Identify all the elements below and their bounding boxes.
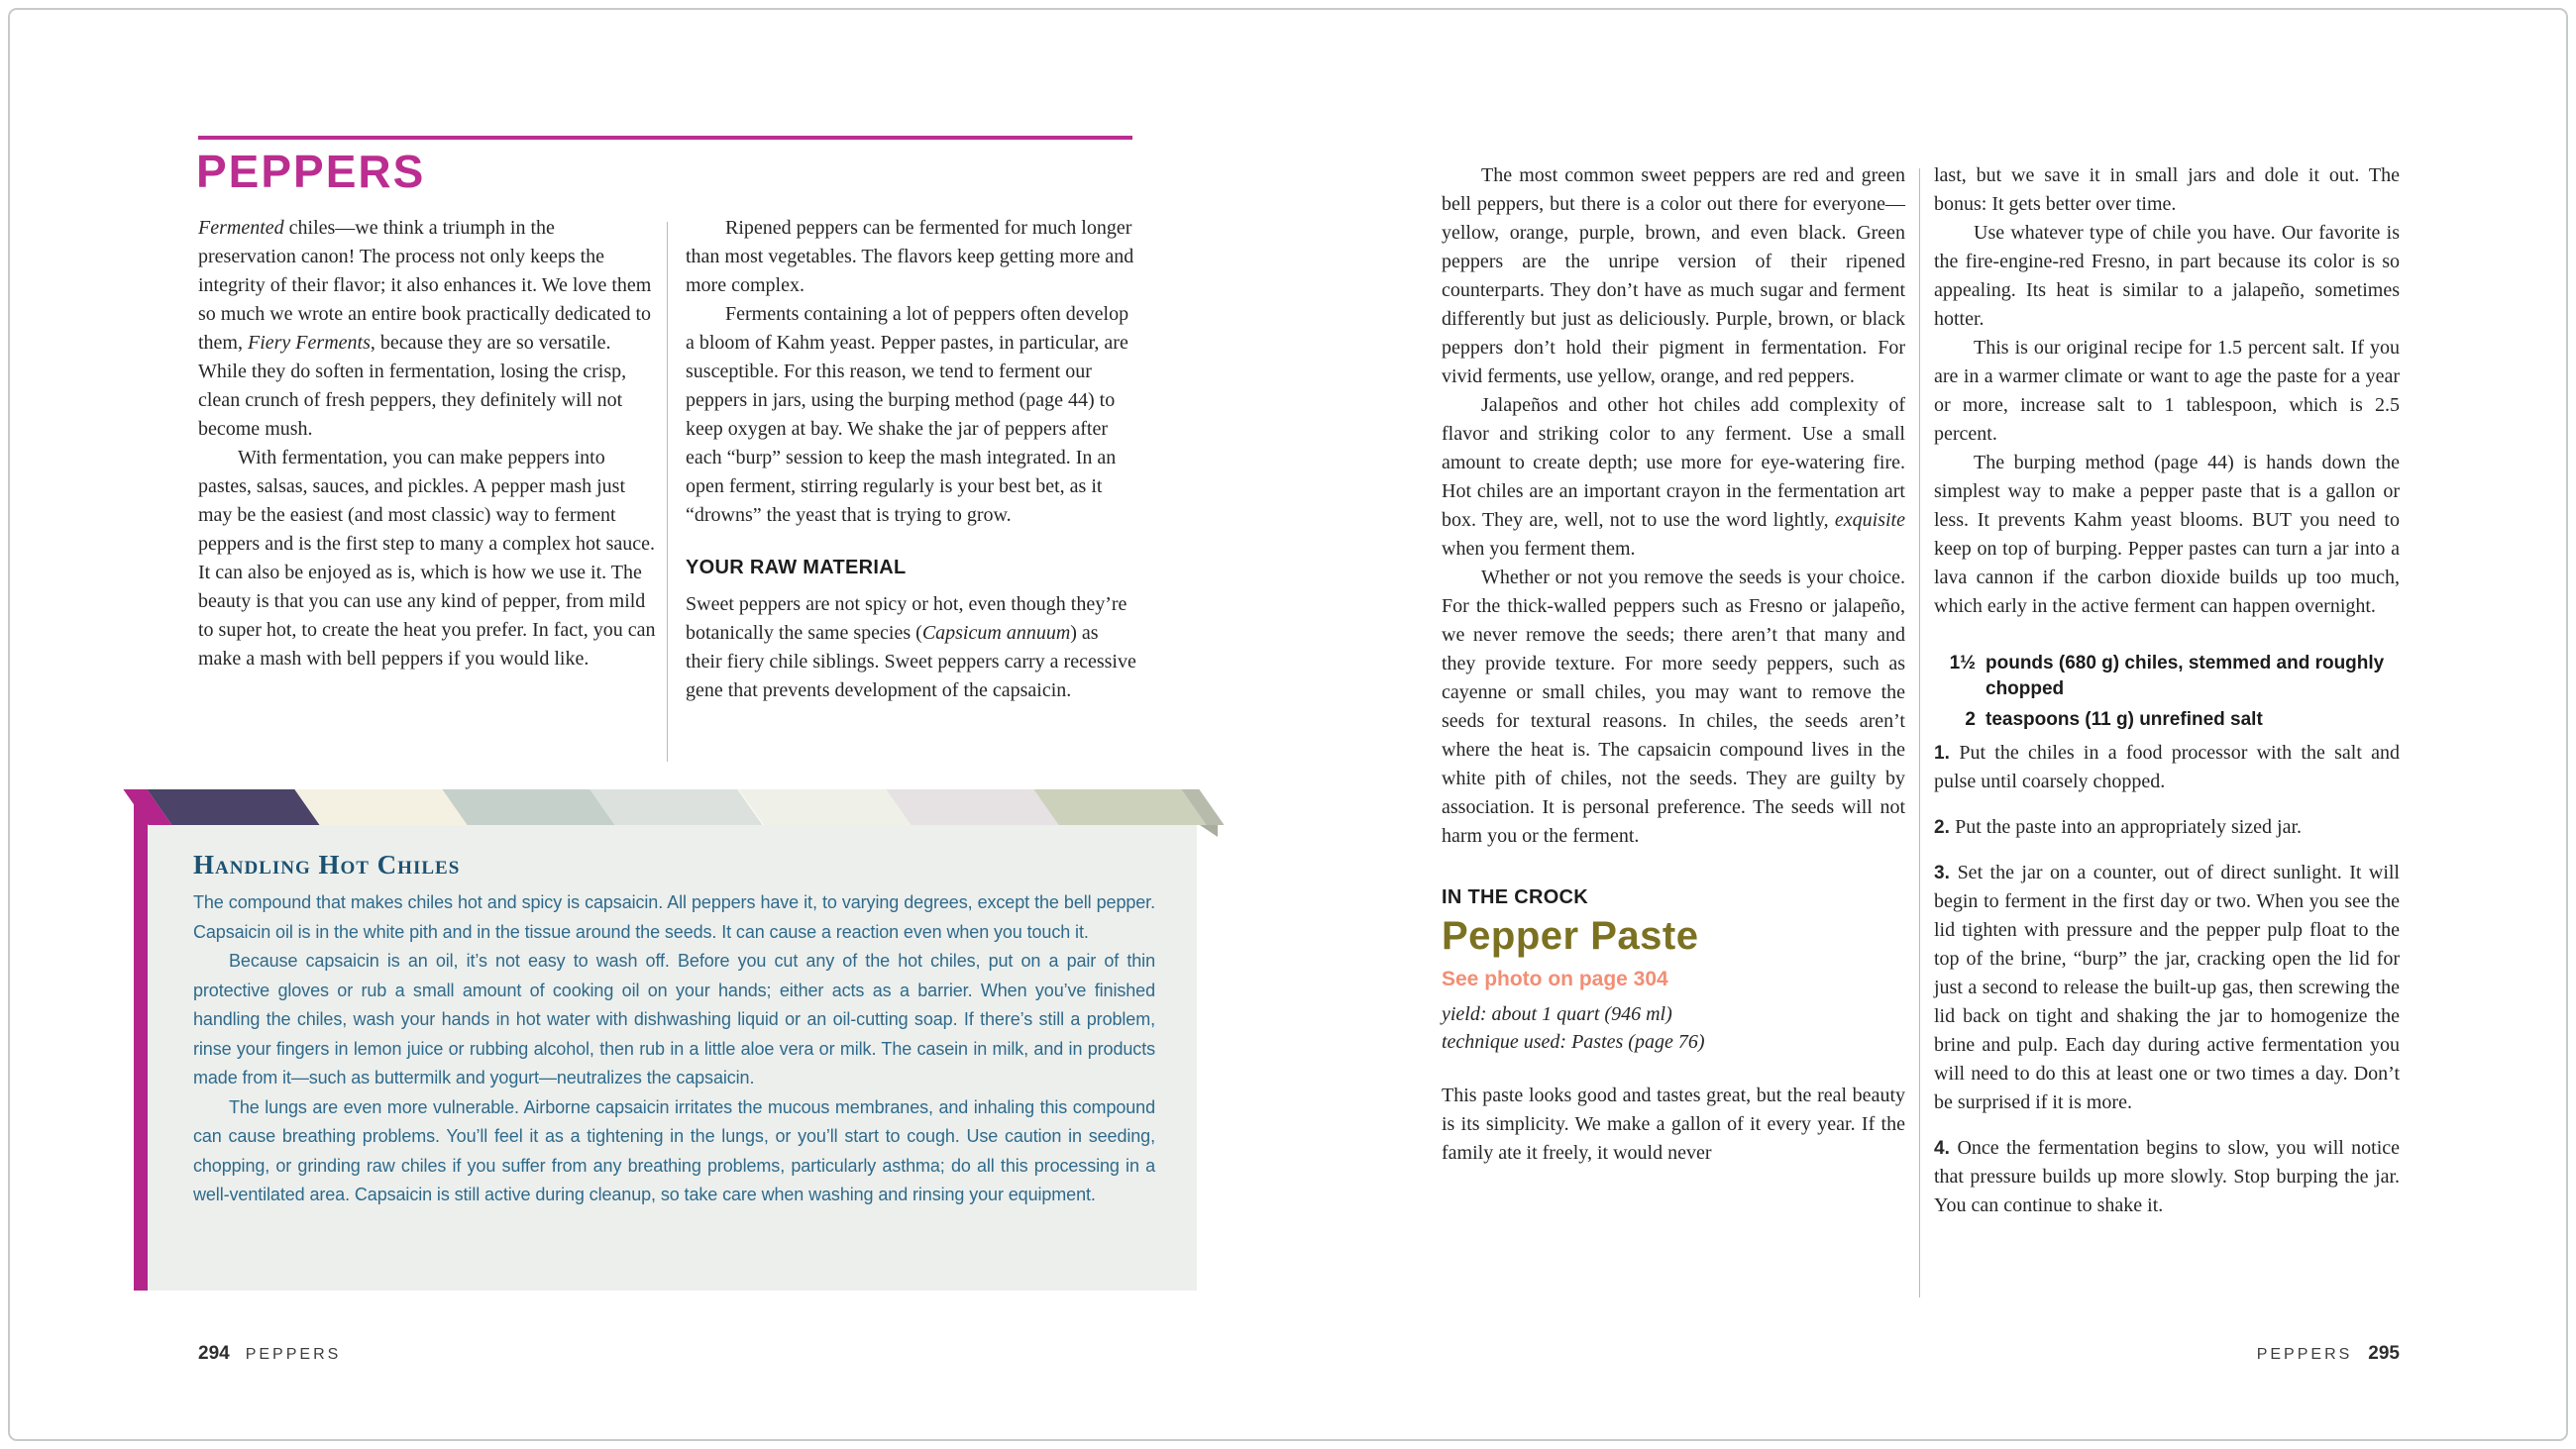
paragraph: Sweet peppers are not spicy or hot, even though they’re botanically the same species (Capsicum annuum) as their fiery chile siblings. Sweet peppers carry a recessive gene that prevents development of the capsaicin. [686,593,1136,701]
chevron-band-segment [590,789,763,825]
right-col1-paragraphs [1442,161,1905,851]
recipe-step: 4. Once the fermentation begins to slow, you will notice that pressure builds up more slowly. Stop burping the jar. You can continue to shake it. [1934,1137,2401,1216]
ingredient-text: teaspoons (11 g) unrefined salt [1986,709,2263,730]
footer-left [198,1343,341,1365]
paragraph: The lungs are even more vulnerable. Airborne capsaicin irritates the mucous membranes, and inhaling this compound can cause breathing problems. You’ll feel it as a tightening in the lungs, or you’ll start to cough. Use caution in seeding, chopping, or grinding raw chiles if you suffer from any breathing problems, particularly asthma; do all this processing in a well-ventilated area. Capsaicin is still active during cleanup, so take care when washing and rinsing your equipment. [193,1096,1155,1205]
paragraph: The burping method (page 44) is hands down the simplest way to make a pepper paste that is a gallon or less. It prevents Kahm yeast blooms. BUT you need to keep on top of burping. Pepper pastes can turn a jar into a lava cannon if the carbon dioxide builds up too much, which early in the active ferment can happen overnight. [1934,452,2400,617]
ingredient-list [1934,651,2400,733]
paragraph: Because capsaicin is an oil, it’s not easy to wash off. Before you cut any of the hot chiles, put on a pair of thin protective gloves or rub a small amount of cooking oil on your hands; either acts as a barrier. When you’ve finished handling the chiles, wash your hands in hot water with dishwashing liquid or an oil-cutting soap. If there’s still a problem, rinse your fingers in lemon juice or rubbing alcohol, then rub in a little aloe vera or milk. The casein in milk, and in products made from it—such as buttermilk and yogurt—neutralizes the capsaicin. [193,951,1155,1088]
recipe-step: 3. Set the jar on a counter, out of direct sunlight. It will begin to ferment in the first day or two. When you see the lid tighten with pressure and the pepper pulp float to the top of the brine, “burp” the jar, cracking open the lid for just a second to release the built-up gas, then screwing the lid back on tight and shaking the jar to homogenize the brine and pulp. Each day during active fermentation you will need to do this at least one or two times a day. Don’t be surprised if it is more. [1934,862,2400,1113]
photo-cross-reference: See photo on page 304 [1442,968,1668,990]
chevron-band-segment [443,789,615,825]
ingredient-quantity: 1½ [1949,653,1976,673]
in-the-crock-kicker: IN THE CROCK [1442,886,1589,908]
recipe-title: Pepper Paste [1442,914,1699,958]
recipe-steps [1934,739,2400,1220]
technique-line: technique used: Pastes (page 76) [1442,1031,1705,1054]
paragraph: This paste looks good and tastes great, but the real beauty is its simplicity. We make a gallon of it every year. If the family ate it freely, it would never [1442,1085,1905,1165]
right-page-column-1 [1442,161,1905,1168]
paragraph: Fermented chiles—we think a triumph in the preservation canon! The process not only keeps the integrity of their flavor; it also enhances it. We love them so much we wrote an entire book practically dedicated to them, Fiery Ferments, because they are so versatile. While they do soften in fermentation, losing the crisp, clean crunch of fresh peppers, they definitely will not become mush. [198,217,652,440]
right-col2-paragraphs [1934,161,2400,621]
title-rule [198,136,1132,140]
sidebar-ribbon-fold [1200,825,1218,837]
paragraph: The compound that makes chiles hot and spicy is capsaicin. All peppers have it, to varying degrees, except the bell pepper. Capsaicin oil is in the white pith and in the tissue around the seeds. It can cause a reaction even when you touch it. [193,892,1155,942]
recipe-intro-paragraph [1442,1082,1905,1168]
sidebar-heading: Handling Hot Chiles [193,850,461,880]
paragraph: This is our original recipe for 1.5 percent salt. If you are in a warmer climate or want to age the paste for a year or more, increase salt to 1 tablespoon, which is 2.5 percent. [1934,337,2400,445]
recipe-step: 1. Put the chiles in a food processor with the salt and pulse until coarsely chopped. [1934,742,2400,792]
paragraph: With fermentation, you can make peppers into pastes, salsas, sauces, and pickles. A pepper mash just may be the easiest (and most classic) way to ferment peppers and is the first step to many a complex hot sauce. It can also be enjoyed as is, which is how we use it. The beauty is that you can use any kind of pepper, from mild to super hot, to create the heat you prefer. In fact, you can make a mash with bell peppers if you would like. [198,447,656,670]
ingredient-text: pounds (680 g) chiles, stemmed and roughly chopped [1986,653,2385,699]
paragraph: Jalapeños and other hot chiles add complexity of flavor and striking color to any ferment. Use a small amount to create depth; use more for eye-watering fire. Hot chiles are an important crayon in the fermentation art box. They are, well, not to use the word lightly, exquisite when you ferment them. [1442,394,1905,560]
page-number-right: 295 [2368,1343,2400,1364]
paragraph: Ferments containing a lot of peppers often develop a bloom of Kahm yeast. Pepper pastes, in particular, are susceptible. For this reason, we tend to ferment our peppers in jars, using the burping method (page 44) to keep oxygen at bay. We shake the jar of peppers after each “burp” session to keep the mash integrated. In an open ferment, stirring regularly is your best bet, as it “drowns” the yeast that is trying to grow. [686,303,1129,526]
step-number: 3. [1934,863,1958,883]
sidebar-box [134,789,1214,1291]
paragraph: Whether or not you remove the seeds is your choice. For the thick-walled peppers such as Fresno or jalapeño, we never remove the seeds; there aren’t that many and they provide texture. For more seedy peppers, such as cayenne or small chiles, you may want to remove the seeds for textural reasons. In chiles, the seeds aren’t where the heat is. The capsaicin compound lives in the white pith of chiles, not the seeds. They are guilty by association. It is personal preference. The seeds will not harm you or the ferment. [1442,567,1905,847]
step-number: 1. [1934,743,1960,764]
left-page-column-1 [198,214,656,673]
left-page-column-divider [667,222,668,762]
chapter-label-left: PEPPERS [245,1346,342,1363]
ingredient-row [1934,651,2400,702]
paragraph: Use whatever type of chile you have. Our favorite is the fire-engine-red Fresno, in part because its color is so appealing. Its heat is similar to a jalapeño, sometimes hotter. [1934,222,2400,330]
step-number: 4. [1934,1138,1958,1159]
sidebar-chevron-band [136,789,1212,825]
left-col2-paragraphs [686,214,1137,530]
ingredient-row [1934,707,2400,733]
chevron-band-segment [147,789,319,825]
paragraph: last, but we save it in small jars and dole it out. The bonus: It gets better over time. [1934,164,2400,215]
right-page-column-divider [1919,168,1920,1297]
right-page-column-2 [1934,161,2400,1237]
raw-material-subhead: YOUR RAW MATERIAL [686,557,907,578]
recipe-step: 2. Put the paste into an appropriately sized jar. [1934,816,2303,838]
paragraph: Ripened peppers can be fermented for much longer than most vegetables. The flavors keep getting more and more complex. [686,217,1134,296]
chapter-label-right: PEPPERS [2256,1346,2353,1363]
sidebar-spine-ribbon [134,797,148,1291]
sidebar-paragraphs [193,888,1155,1210]
chevron-band-segment [738,789,911,825]
chevron-band-segment [886,789,1058,825]
yield-line: yield: about 1 quart (946 ml) [1442,1003,1672,1026]
paragraph: The most common sweet peppers are red and green bell peppers, but there is a color out there for everyone—yellow, orange, purple, brown, and even black. Green peppers are the unripe version of their ripened counterparts. They don’t have as much sugar and ferment differently but just as deliciously. Purple, brown, or black peppers don’t hold their pigment in fermentation. For vivid ferments, use yellow, orange, and red peppers. [1442,164,1905,387]
ingredient-quantity: 2 [1965,709,1976,730]
footer-right [1982,1343,2400,1365]
left-col2-paragraphs-after [686,590,1137,705]
sidebar-body [148,825,1197,1291]
page-title: PEPPERS [196,146,426,197]
chevron-band-segment [295,789,468,825]
chevron-band-segment [1033,789,1206,825]
left-page-column-2 [686,214,1137,705]
step-number: 2. [1934,817,1956,838]
page-number-left: 294 [198,1343,230,1364]
